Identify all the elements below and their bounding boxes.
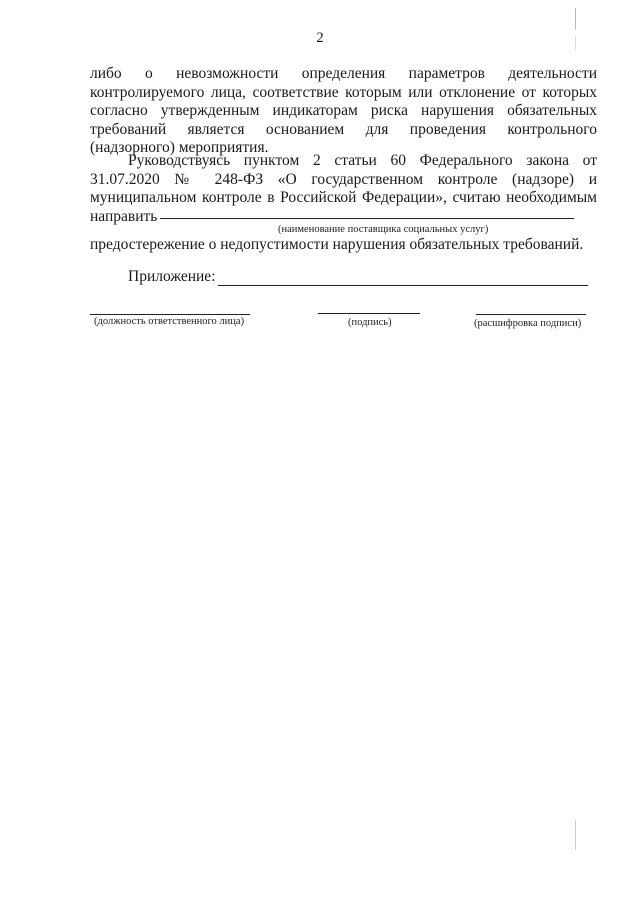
page-number: 2 xyxy=(316,30,324,46)
attachment-label: Приложение: xyxy=(128,268,216,285)
paragraph-1: либо о невозможности определения параметров деятельности контролируемого лица, соответствие которым или отклонение от которых согласно утвержденным индикаторам риска нарушения обязательных требований является основанием для проведения контрольного (надзорного) мероприятия. xyxy=(90,65,597,156)
signature-caption: (подпись) xyxy=(348,317,392,328)
scan-edge-mark xyxy=(575,820,576,850)
recipient-caption: (наименование поставщика социальных услуг) xyxy=(278,224,489,235)
warning-text: предостережение о недопустимости нарушения обязательных требований. xyxy=(90,236,584,253)
paragraph-2: Руководствуясь пунктом 2 статьи 60 Федерального закона от 31.07.2020 № 248-ФЗ «О государственном контроле (надзоре) и муниципальном контроле в Российской Федерации», считаю необходимым направить xyxy=(90,152,597,225)
position-caption: (должность ответственного лица) xyxy=(94,316,245,327)
scan-edge-mark xyxy=(575,36,576,50)
position-line xyxy=(90,314,250,315)
scan-edge-mark xyxy=(575,8,576,30)
attachment-line xyxy=(218,285,588,286)
decoding-caption: (расшифровка подписи) xyxy=(474,318,582,329)
signature-line xyxy=(318,313,420,314)
decoding-line xyxy=(476,314,586,315)
recipient-line xyxy=(160,218,574,219)
